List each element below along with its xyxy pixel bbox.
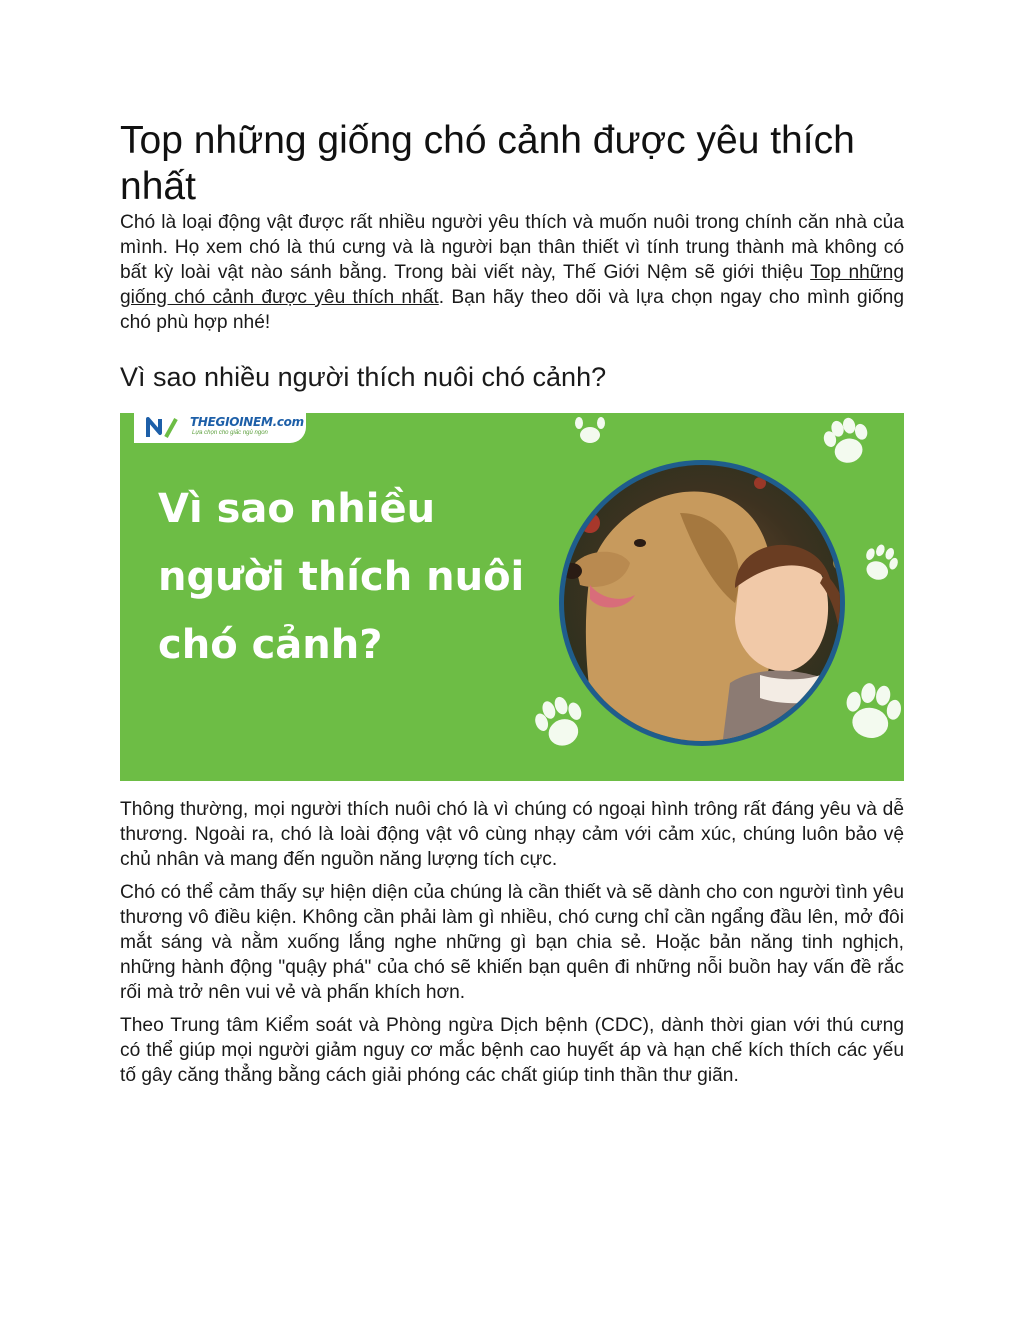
body-paragraph-1: Thông thường, mọi người thích nuôi chó là vì chúng có ngoại hình trông rất đáng yêu và dễ thương. Ngoài ra, chó là loài động vật vô cùng nhạy cảm với cảm xúc, chúng luôn bảo vệ chủ nhân và mang đến nguồn năng lượng tích cực. [120, 799, 904, 870]
body-paragraph-2: Chó có thể cảm thấy sự hiện diện của chúng là cần thiết và sẽ dành cho con người tình yêu thương vô điều kiện. Không cần phải làm gì nhiều, chó cưng chỉ cần ngẩng đầu lên, mở đôi mắt sáng và nằm xuống lắng nghe những gì bạn chia sẻ. Hoặc bản năng tinh nghịch, những hành động "quậy phá" của chó sẽ khiến bạn quên đi những nỗi buồn hay vấn đề rắc rối mà trở nên vui vẻ và phấn khích hơn. [120, 882, 904, 1003]
intro-text-before-link: Chó là loại động vật được rất nhiều người yêu thích và muốn nuôi trong chính căn nhà của mình. Họ xem chó là thú cưng và là người bạn thân thiết vì tính trung thành mà không có bất kỳ loài vật nào sánh bằng. Trong bài viết này, Thế Giới Nệm sẽ giới thiệu [120, 212, 904, 283]
section-heading: Vì sao nhiều người thích nuôi chó cảnh? [120, 362, 607, 392]
body-paragraph-3: Theo Trung tâm Kiểm soát và Phòng ngừa Dịch bệnh (CDC), dành thời gian với thú cưng có thể giúp mọi người giảm nguy cơ mắc bệnh cao huyết áp và hạn chế kích thích các yếu tố gây căng thẳng bằng cách giải phóng các chất giúp tinh thần thư giãn. [120, 1015, 904, 1086]
article-body [120, 797, 904, 1088]
document-page [120, 118, 904, 1088]
logo-badge [134, 413, 306, 443]
intro-paragraph [120, 210, 904, 335]
logo-text: THEGIOINEM.com [190, 415, 304, 429]
intro-text-after-link: . Bạn hãy theo dõi và lựa chọn ngay cho mình giống chó phù hợp nhé! [120, 287, 904, 333]
article-link[interactable]: Top những giống chó cảnh được yêu thích nhất [120, 262, 904, 308]
logo-tagline: Lựa chọn cho giấc ngủ ngon [192, 430, 268, 436]
dog-and-girl-photo [550, 453, 860, 763]
page-title: Top những giống chó cảnh được yêu thích nhất [120, 119, 855, 208]
logo-icon [144, 415, 184, 441]
banner-title: Vì sao nhiều người thích nuôi chó cảnh? [158, 486, 525, 668]
banner-image [120, 413, 904, 781]
